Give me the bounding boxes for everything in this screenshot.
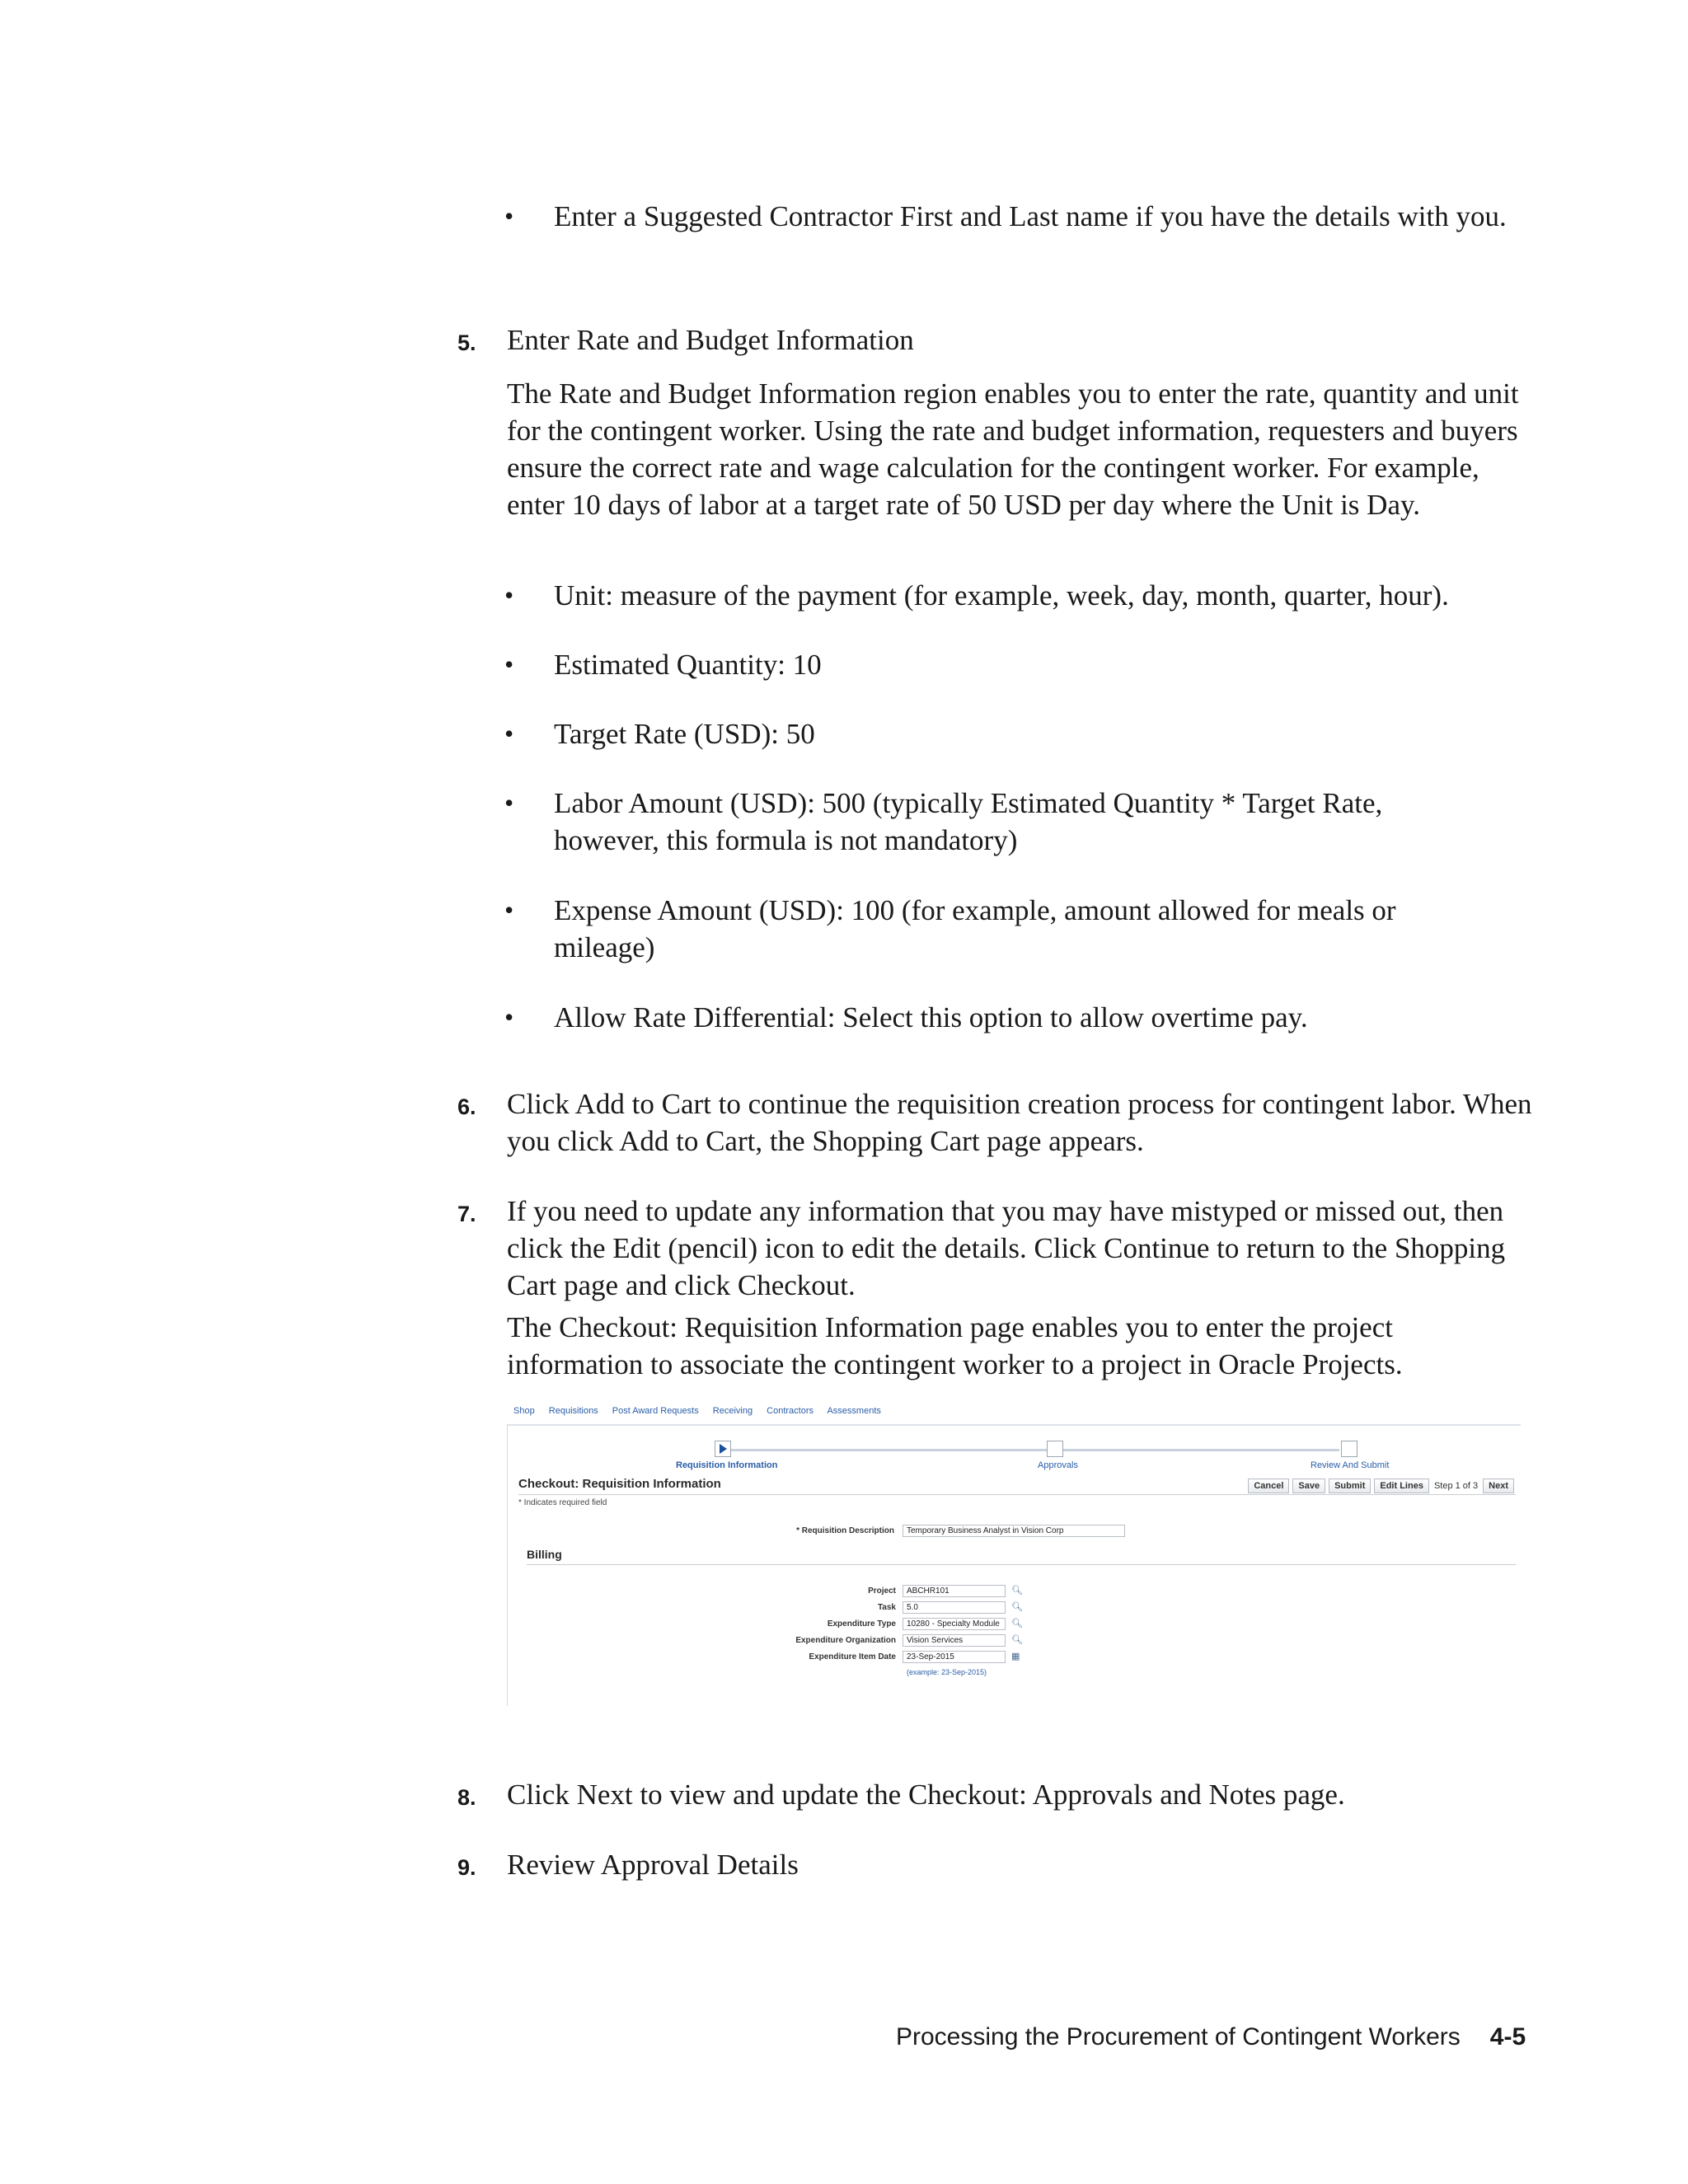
search-icon[interactable]: 🔍︎ — [1011, 1619, 1023, 1629]
save-button[interactable]: Save — [1292, 1479, 1325, 1493]
bullet-dot: • — [504, 580, 514, 610]
footer-chapter-title: Processing the Procurement of Contingent Workers — [896, 2023, 1461, 2050]
step-number: 7. — [457, 1202, 476, 1226]
intro-bullet-text: Enter a Suggested Contractor First and Last name if you have the details with you. — [554, 200, 1507, 232]
task-label: Task — [877, 1603, 896, 1612]
expenditure-type-label: Expenditure Type — [827, 1619, 896, 1629]
bullet-dot: • — [504, 1002, 514, 1032]
required-note: * Indicates required field — [518, 1498, 607, 1507]
expenditure-type-input[interactable]: 10280 - Specialty Module — [903, 1618, 1006, 1630]
bullet-text: Labor Amount (USD): 500 (typically Estimated Quantity * Target Rate, however, this formula is not mandatory) — [554, 787, 1383, 856]
action-bar — [1248, 1479, 1514, 1493]
project-input[interactable]: ABCHR101 — [903, 1585, 1006, 1597]
train-label-review-and-submit[interactable]: Review And Submit — [1311, 1460, 1390, 1470]
requisition-description-input[interactable]: Temporary Business Analyst in Vision Corp — [903, 1525, 1125, 1537]
requisition-description-label: * Requisition Description — [796, 1526, 894, 1535]
bullet-text: Allow Rate Differential: Select this option to allow overtime pay. — [554, 1001, 1308, 1033]
nav-link-post-award-requests[interactable]: Post Award Requests — [612, 1406, 699, 1416]
expenditure-item-date-label: Expenditure Item Date — [809, 1652, 896, 1661]
step-text: If you need to update any information that you may have mistyped or missed out, then click the Edit (pencil) icon to edit the details. Click Continue to return to the Shopping Cart page and click Checkout. — [507, 1195, 1506, 1301]
step-text: Click Add to Cart to continue the requisition creation process for contingent labor. When you click Add to Cart, the Shopping Cart page appears. — [507, 1088, 1532, 1157]
train-step-icon[interactable] — [1341, 1441, 1357, 1457]
step-number: 6. — [457, 1094, 476, 1119]
next-button[interactable]: Next — [1483, 1479, 1514, 1493]
expenditure-organization-label: Expenditure Organization — [795, 1636, 896, 1645]
expenditure-item-date-input[interactable]: 23-Sep-2015 — [903, 1651, 1006, 1663]
page-title: Checkout: Requisition Information — [518, 1477, 721, 1491]
submit-button[interactable]: Submit — [1329, 1479, 1371, 1493]
billing-header: Billing — [527, 1548, 562, 1561]
bullet-text: Estimated Quantity: 10 — [554, 649, 822, 681]
bullet-dot: • — [504, 201, 514, 231]
page-number: 4-5 — [1489, 2023, 1526, 2050]
billing-divider — [527, 1564, 1516, 1565]
train-label-approvals[interactable]: Approvals — [1038, 1460, 1078, 1470]
search-icon[interactable]: 🔍︎ — [1011, 1635, 1023, 1645]
task-input[interactable]: 5.0 — [903, 1601, 1006, 1614]
bullet-text: Expense Amount (USD): 100 (for example, amount allowed for meals or mileage) — [554, 894, 1396, 963]
step-text: Review Approval Details — [507, 1849, 799, 1881]
bullet-text: Target Rate (USD): 50 — [554, 718, 815, 750]
date-format-hint: (example: 23-Sep-2015) — [907, 1668, 987, 1676]
edit-lines-button[interactable]: Edit Lines — [1374, 1479, 1429, 1493]
train-step-icon[interactable] — [1047, 1441, 1063, 1457]
nav-link-contractors[interactable]: Contractors — [767, 1406, 814, 1416]
train-track — [721, 1449, 1339, 1451]
frame-edge — [507, 1424, 508, 1706]
bullet-dot: • — [504, 649, 514, 679]
expenditure-organization-input[interactable]: Vision Services — [903, 1634, 1006, 1647]
search-icon[interactable]: 🔍︎ — [1011, 1602, 1023, 1612]
cancel-button[interactable]: Cancel — [1248, 1479, 1289, 1493]
nav-divider — [507, 1424, 1521, 1426]
project-label: Project — [868, 1586, 896, 1596]
nav-link-assessments[interactable]: Assessments — [827, 1406, 881, 1416]
title-divider — [518, 1494, 1516, 1495]
step-5-paragraph: The Rate and Budget Information region enables you to enter the rate, quantity and unit for the contingent worker. Using the rate and budget information, requesters and buyers ensure the correct rate and wage calculation for the contingent worker. For example, enter 10 days of labor at a target rate of 50 USD per day where the Unit is Day. — [507, 377, 1519, 521]
nav-link-shop[interactable]: Shop — [513, 1406, 535, 1416]
bullet-dot: • — [504, 719, 514, 748]
checkout-screenshot — [507, 1401, 1521, 1706]
bullet-dot: • — [504, 895, 514, 925]
step-number: 8. — [457, 1785, 476, 1810]
search-icon[interactable]: 🔍︎ — [1011, 1586, 1023, 1596]
page-footer — [896, 2023, 1526, 2051]
step-number: 9. — [457, 1855, 476, 1880]
step-text: Click Next to view and update the Checkout: Approvals and Notes page. — [507, 1779, 1345, 1811]
calendar-icon[interactable]: ▦ — [1011, 1652, 1020, 1661]
step-title: Enter Rate and Budget Information — [507, 324, 914, 356]
train-label-requisition-information: Requisition Information — [676, 1460, 778, 1470]
bullet-text: Unit: measure of the payment (for example, week, day, month, quarter, hour). — [554, 579, 1449, 612]
step-number: 5. — [457, 330, 476, 355]
bullet-dot: • — [504, 788, 514, 818]
step-7-paragraph: The Checkout: Requisition Information page enables you to enter the project information to associate the contingent worker to a project in Oracle Projects. — [507, 1311, 1403, 1380]
top-nav — [513, 1406, 893, 1416]
nav-link-receiving[interactable]: Receiving — [712, 1406, 753, 1416]
nav-link-requisitions[interactable]: Requisitions — [548, 1406, 598, 1416]
train-step-current-icon — [715, 1441, 731, 1457]
step-indicator: Step 1 of 3 — [1433, 1481, 1479, 1491]
